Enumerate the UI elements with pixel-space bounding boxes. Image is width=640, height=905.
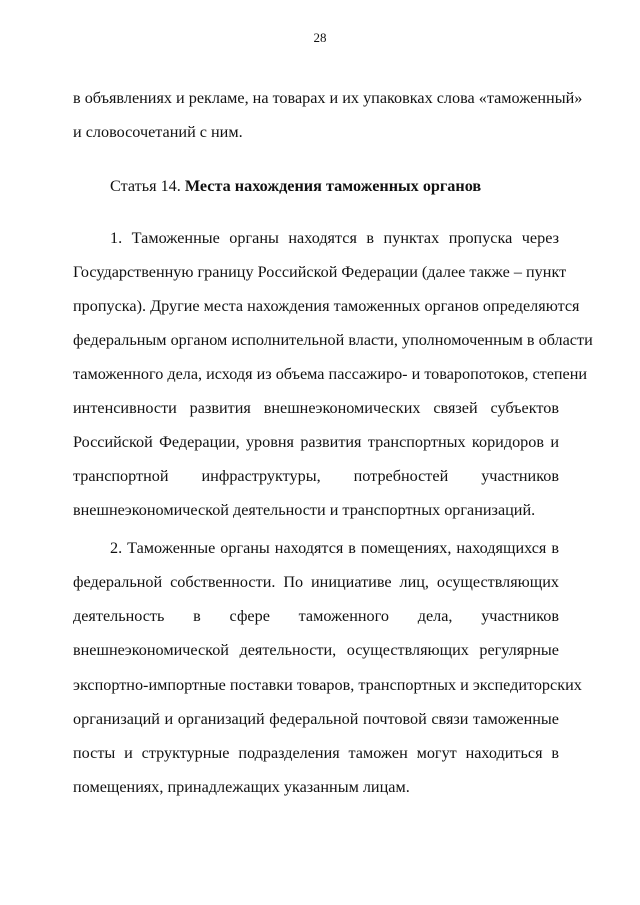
paragraph-1-line: транспортной инфраструктуры, потребностей участников [73,467,559,485]
paragraph-2-line: экспортно-импортные поставки товаров, транспортных и экспедиторских [73,676,582,694]
paragraph-2-line: внешнеэкономической деятельности, осуществляющих регулярные [73,641,559,659]
paragraph-1-line: внешнеэкономической деятельности и транспортных организаций. [73,501,536,519]
paragraph-2-line: федеральной собственности. По инициативе лиц, осуществляющих [73,573,559,591]
paragraph-1-line: Российской Федерации, уровня развития транспортных коридоров и [73,433,559,451]
paragraph-1-line: 1. Таможенные органы находятся в пунктах пропуска через [110,229,559,247]
page-number: 28 [313,30,327,45]
paragraph-1-line: Государственную границу Российской Федерации (далее также – пункт [73,263,567,281]
article-title: Места нахождения таможенных органов [184,177,482,195]
paragraph-2-line: 2. Таможенные органы находятся в помещениях, находящихся в [110,539,559,557]
paragraph-2-line: деятельность в сфере таможенного дела, участников [73,607,559,625]
paragraph-2-line: организаций и организаций федеральной почтовой связи таможенные [73,710,559,728]
article-heading [110,176,596,196]
paragraph-1-line: федеральным органом исполнительной власти, уполномоченным в области [73,331,593,349]
paragraph-2-line: посты и структурные подразделения таможен могут находиться в [73,744,559,762]
article-label: Статья 14. [110,177,181,195]
paragraph-1-line: таможенного дела, исходя из объема пассажиро- и товаропотоков, степени [73,365,588,383]
intro-line: и словосочетаний с ним. [73,123,243,141]
paragraph-1-line: пропуска). Другие места нахождения таможенных органов определяются [73,297,580,315]
paragraph-1-line: интенсивности развития внешнеэкономических связей субъектов [73,399,559,417]
intro-line: в объявлениях и рекламе, на товарах и их упаковках слова «таможенный» [73,89,583,107]
paragraph-2-line: помещениях, принадлежащих указанным лицам. [73,778,410,796]
